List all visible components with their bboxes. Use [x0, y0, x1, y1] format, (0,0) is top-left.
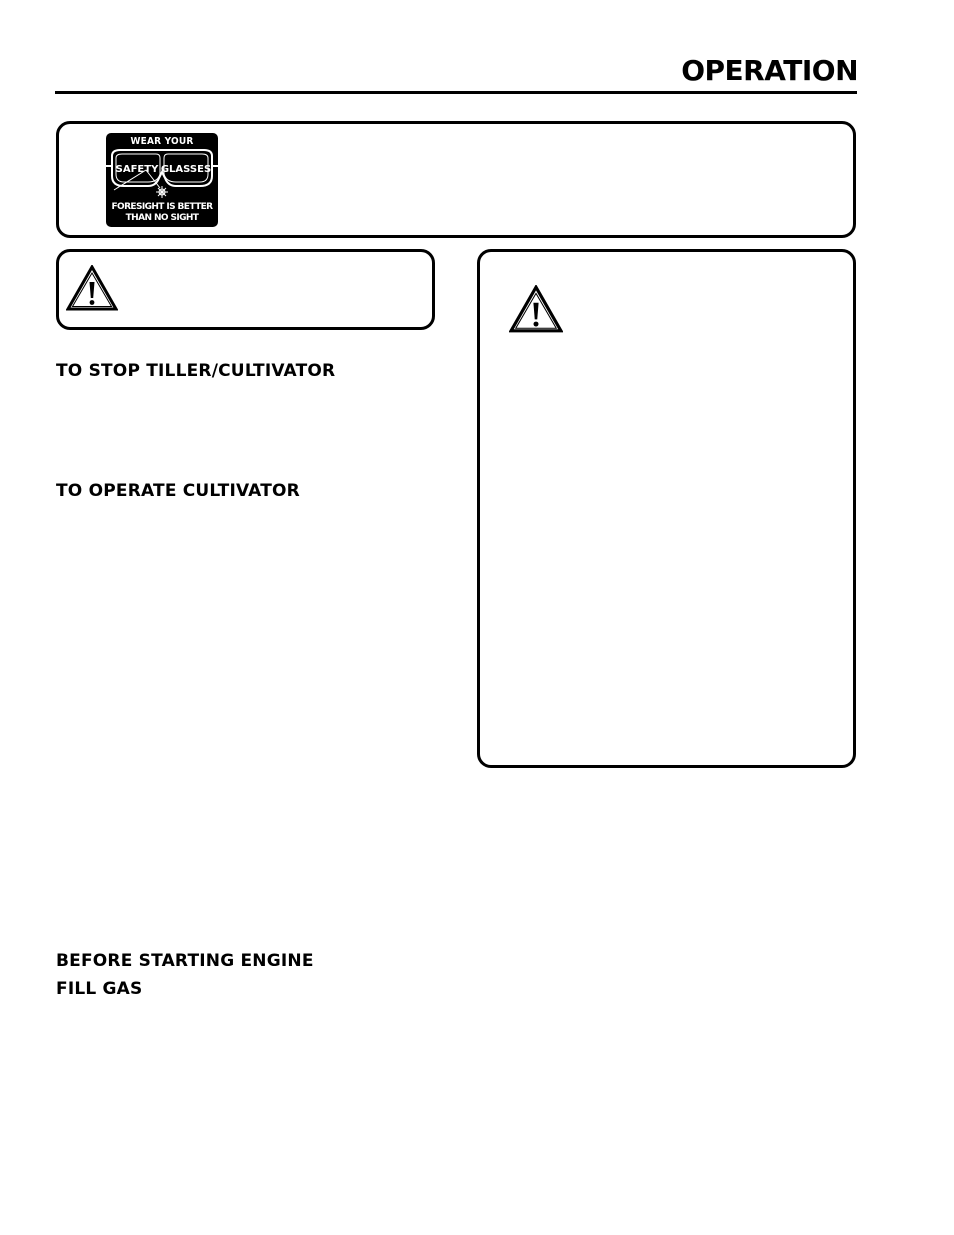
badge-left-lens-text: SAFETY	[115, 164, 159, 175]
warning-box-right	[477, 249, 856, 768]
title-rule	[55, 91, 857, 94]
heading-to-operate-cultivator: TO OPERATE CULTIVATOR	[56, 481, 300, 501]
badge-bottom-line-1: FORESIGHT IS BETTER	[111, 202, 213, 212]
heading-before-starting-engine: BEFORE STARTING ENGINE	[56, 951, 314, 971]
heading-fill-gas: FILL GAS	[56, 979, 143, 999]
warning-triangle-icon	[509, 285, 563, 333]
safety-glasses-icon	[106, 146, 218, 202]
badge-top-text: WEAR YOUR	[130, 136, 194, 147]
safety-glasses-badge	[106, 133, 218, 227]
badge-bottom-text	[106, 202, 218, 224]
badge-right-lens-text: GLASSES	[160, 164, 212, 175]
heading-to-stop-tiller: TO STOP TILLER/CULTIVATOR	[56, 361, 336, 381]
warning-triangle-icon	[66, 265, 118, 311]
warning-box-left	[56, 249, 435, 330]
badge-bottom-line-2: THAN NO SIGHT	[125, 213, 199, 223]
page-title: OPERATION	[681, 54, 858, 87]
safety-glasses-notice-box	[56, 121, 856, 238]
